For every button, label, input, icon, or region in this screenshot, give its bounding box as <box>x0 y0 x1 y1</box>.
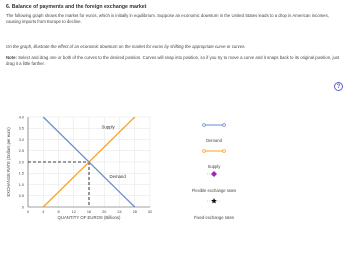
curve-labels <box>101 124 126 179</box>
y-axis-label: EXCHANGE RATE (Dollars per euro) <box>6 127 11 197</box>
note-body: Select and drag one or both of the curves to the desired position. Curves will snap into position, so if you try to move a curve and it snaps back to its original position, just drag it a little farther. <box>6 55 340 67</box>
x-tick-label: 20 <box>102 210 107 214</box>
y-tick-label: 1.5 <box>18 171 24 176</box>
x-tick-label: 4 <box>42 210 45 214</box>
legend-label-demand: Demand <box>206 138 222 143</box>
x-tick-label: 12 <box>71 210 76 214</box>
supply-line-icon[interactable] <box>203 150 226 153</box>
x-axis-label: QUANTITY OF EUROS (Billions) <box>57 215 121 220</box>
intro-text: The following graph shows the market for euros, which is initially in equilibrium. Suppose an economic downturn in the United States leads to a drop in American incomes, causing imports from Europe to decline. <box>6 13 329 25</box>
task-text: On the graph, illustrate the effect of an economic downturn on the market for euros by shifting the appropriate curve or curves. <box>6 44 246 49</box>
y-tick-label: 2.0 <box>18 160 24 165</box>
y-tick-label: 2.5 <box>18 149 24 154</box>
y-tick-label: 1.0 <box>18 182 24 187</box>
demand-curve-label: Demand <box>109 173 126 179</box>
x-tick-label: 8 <box>57 210 60 214</box>
flexible-diamond-icon[interactable] <box>207 171 217 177</box>
x-tick-label: 0 <box>26 210 30 214</box>
demand-line-icon[interactable] <box>203 124 226 127</box>
legend-label-fixed: Fixed exchange rates <box>193 215 235 220</box>
x-tick-label: 32 <box>147 210 153 214</box>
x-tick-label: 28 <box>132 210 137 214</box>
legend-label-supply: Supply <box>207 164 221 169</box>
y-tick-label: 0 <box>21 205 24 210</box>
legend-label-flexible: Flexible exchange rates <box>191 188 237 193</box>
x-tick-label: 24 <box>117 210 122 214</box>
page-title: 6. Balance of payments and the foreign exchange market <box>6 4 147 10</box>
note-label: Note: <box>6 55 17 60</box>
x-tick-label: 16 <box>86 210 92 214</box>
y-tick-label: 3.5 <box>18 126 24 131</box>
help-icon[interactable]: ? <box>334 82 343 91</box>
y-tick-label: 3.0 <box>18 137 24 142</box>
supply-curve-label: Supply <box>101 124 115 130</box>
y-tick-label: 4.0 <box>18 115 24 120</box>
fixed-star-icon[interactable] <box>207 198 221 203</box>
y-tick-label: 0.5 <box>18 194 24 199</box>
